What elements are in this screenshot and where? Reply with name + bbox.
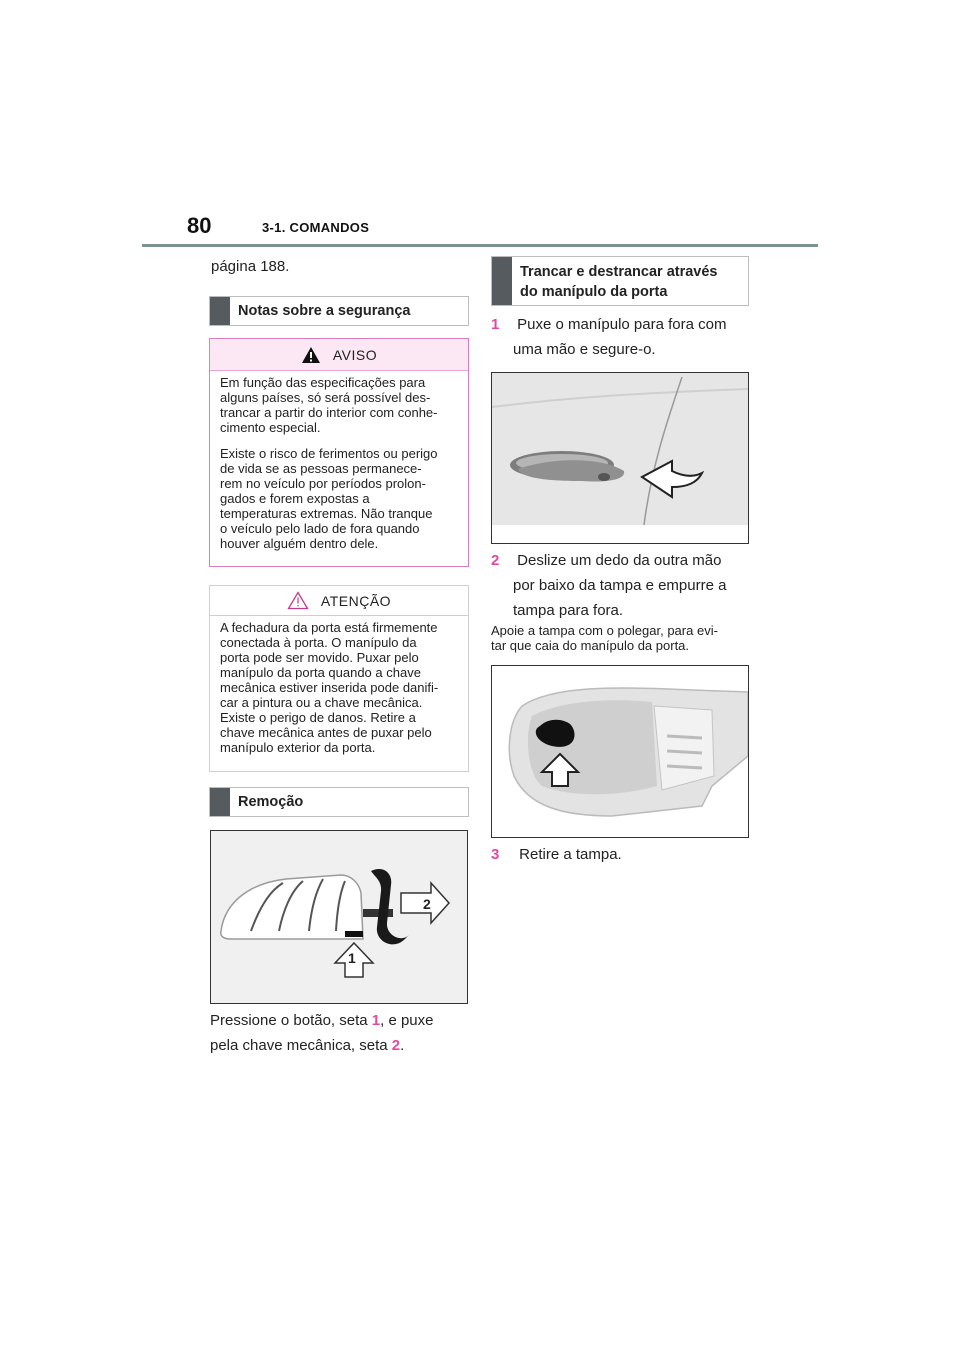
text-line: mecânica estiver inserida pode danifi- — [220, 680, 439, 695]
warning-paragraph-1 — [210, 375, 468, 435]
caution-title: ATENÇÃO — [320, 592, 392, 609]
step-text: uma mão e segure-o. — [513, 341, 656, 358]
caption-text: , e puxe — [380, 1012, 434, 1029]
key-illustration — [210, 830, 468, 1004]
key-drawing — [211, 831, 467, 1003]
key-caption — [210, 1008, 434, 1058]
step-text: Retire a tampa. — [519, 846, 622, 863]
removal-heading-text: Remoção — [238, 794, 304, 810]
text-line: de vida se as pessoas permanece- — [220, 461, 422, 476]
step-text: Puxe o manípulo para fora com — [517, 316, 727, 333]
step-1 — [491, 312, 726, 362]
heading-bar — [492, 257, 512, 305]
caution-icon — [287, 591, 309, 610]
arrow-label-2: 2 — [423, 896, 431, 912]
lock-heading — [491, 256, 749, 306]
text-line: conectada à porta. O manípulo da — [220, 635, 417, 650]
arrow-number: 2 — [391, 1037, 401, 1054]
text-line: manípulo da porta quando a chave — [220, 665, 421, 680]
warning-paragraph-2 — [210, 446, 468, 551]
safety-heading — [209, 296, 469, 326]
text-line: Em função das especificações para — [220, 375, 426, 390]
text-line: Apoie a tampa com o polegar, para evi- — [491, 623, 718, 638]
arrow-label-1: 1 — [348, 950, 356, 966]
safety-heading-text: Notas sobre a segurança — [238, 303, 411, 319]
arrow-number: 1 — [371, 1012, 381, 1029]
text-line: car a pintura ou a chave mecânica. — [220, 695, 423, 710]
step-3 — [491, 842, 622, 867]
removal-heading — [209, 787, 469, 817]
warning-icon — [301, 346, 321, 364]
text-line: alguns países, só será possível des- — [220, 390, 431, 405]
door-handle-illustration — [491, 372, 749, 544]
text-line: tar que caia do manípulo da porta. — [491, 638, 690, 653]
text-line: o veículo pelo lado de fora quando — [220, 521, 420, 536]
caution-box — [209, 585, 469, 772]
caption-text: pela chave mecânica, seta — [210, 1037, 392, 1054]
text-line: rem no veículo por períodos prolon- — [220, 476, 426, 491]
step-2 — [491, 548, 726, 623]
text-line: temperaturas extremas. Não tranque — [220, 506, 433, 521]
handle-cover-illustration — [491, 665, 749, 838]
handle-cover-drawing — [492, 666, 748, 837]
step-text: por baixo da tampa e empurre a — [513, 577, 727, 594]
caution-header — [210, 586, 468, 616]
text-line: cimento especial. — [220, 420, 321, 435]
warning-header — [210, 339, 468, 371]
caution-paragraph — [210, 620, 468, 755]
text-line: gados e forem expostas a — [220, 491, 370, 506]
text-line: manípulo exterior da porta. — [220, 740, 376, 755]
warning-title: AVISO — [332, 346, 378, 363]
text-line: chave mecânica antes de puxar pelo — [220, 725, 432, 740]
door-handle-drawing — [492, 373, 748, 543]
text-line: Existe o risco de ferimentos ou perigo — [220, 446, 438, 461]
caption-text: . — [400, 1037, 405, 1054]
step-number: 1 — [491, 316, 500, 333]
heading-line: do manípulo da porta — [520, 284, 668, 300]
step-number: 2 — [491, 552, 500, 569]
intro-text: página 188. — [211, 258, 290, 275]
warning-box — [209, 338, 469, 567]
note-text — [491, 623, 718, 653]
text-line: porta pode ser movido. Puxar pelo — [220, 650, 419, 665]
lock-heading-text — [512, 257, 726, 306]
heading-bar — [210, 297, 230, 325]
step-text: Deslize um dedo da outra mão — [517, 552, 722, 569]
text-line: A fechadura da porta está firmemente — [220, 620, 438, 635]
heading-bar — [210, 788, 230, 816]
text-line: Existe o perigo de danos. Retire a — [220, 710, 416, 725]
caption-text: Pressione o botão, seta — [210, 1012, 372, 1029]
text-line: trancar a partir do interior com conhe- — [220, 405, 438, 420]
section-title: 3-1. COMANDOS — [262, 220, 370, 235]
page-number: 80 — [187, 213, 212, 238]
step-text: tampa para fora. — [513, 602, 624, 619]
heading-line: Trancar e destrancar através — [520, 264, 718, 280]
header-rule — [142, 244, 818, 247]
step-number: 3 — [491, 846, 500, 863]
text-line: houver alguém dentro dele. — [220, 536, 379, 551]
